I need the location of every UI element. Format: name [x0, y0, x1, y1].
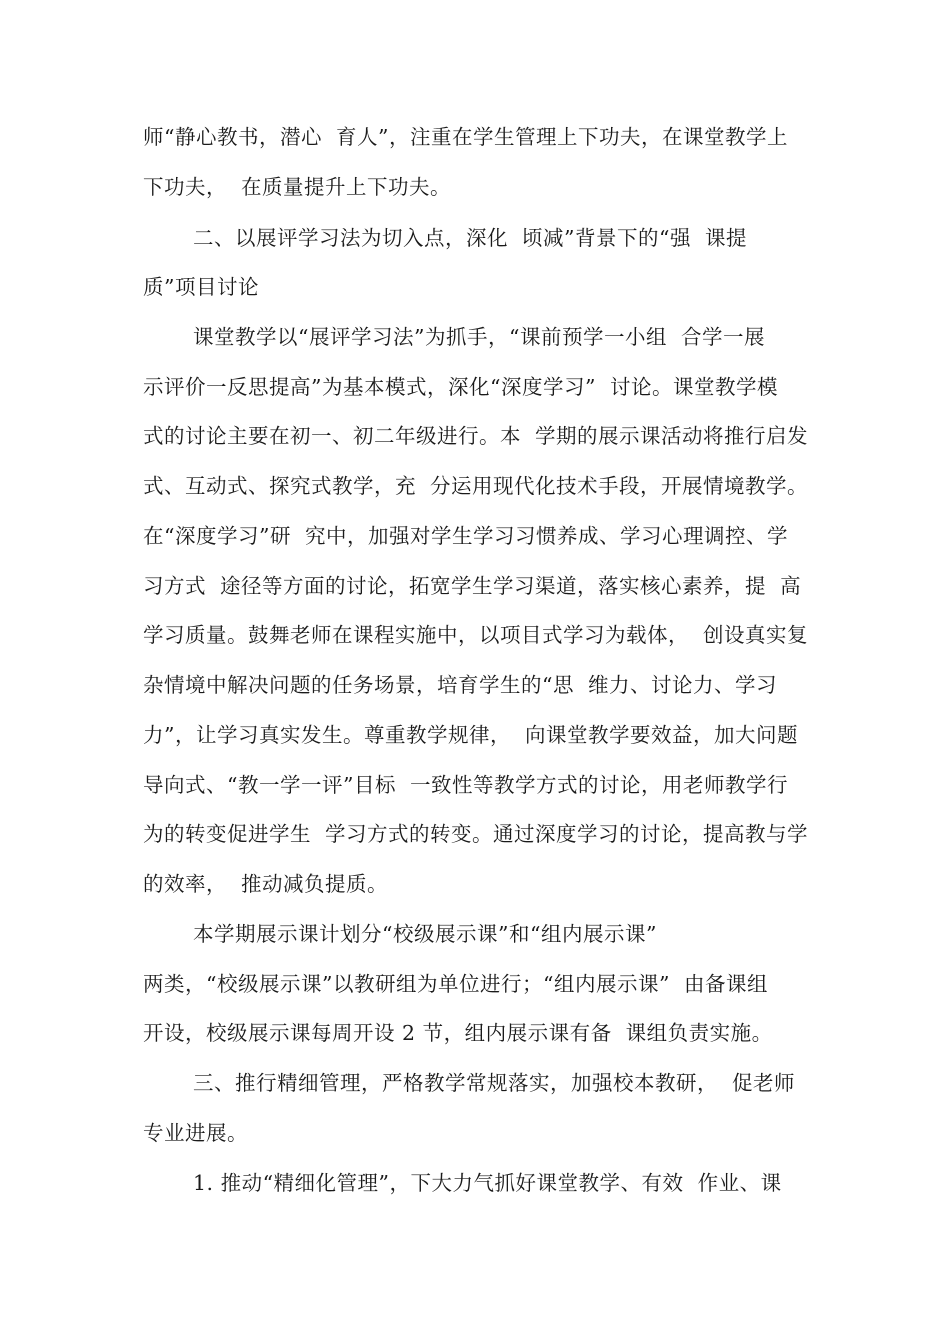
text-line: 力”，让学习真实发生。尊重教学规律， 向课堂教学要效益，加大问题 [143, 723, 799, 747]
section-heading-2-cont: 质”项目讨论 [143, 275, 259, 299]
numbered-item-1: 1. 推动“精细化管理”，下大力气抓好课堂教学、有效 作业、课 [193, 1171, 782, 1195]
text-line: 下功夫， 在质量提升上下功夫。 [143, 175, 452, 199]
text-line: 本学期展示课计划分“校级展示课”和“组内展示课” [193, 922, 657, 946]
text-line: 习方式 途径等方面的讨论，拓宽学生学习渠道，落实核心素养，提 高 [143, 574, 802, 598]
section-heading-3-cont: 专业进展。 [143, 1121, 248, 1145]
text-line: 两类，“校级展示课”以教研组为单位进行；“组内展示课” 由备课组 [143, 972, 768, 996]
text-line: 式的讨论主要在初一、初二年级进行。本 学期的展示课活动将推行启发 [143, 424, 809, 448]
text-line: 开设，校级展示课每周开设 2 节，组内展示课有备 课组负责实施。 [143, 1021, 773, 1045]
text-line: 学习质量。鼓舞老师在课程实施中，以项目式学习为载体， 创设真实复 [143, 623, 809, 647]
text-line: 的效率， 推动减负提质。 [143, 872, 389, 896]
section-heading-2: 二、以展评学习法为切入点，深化 顷减”背景下的“强 课提 [193, 226, 748, 250]
text-line: 为的转变促进学生 学习方式的转变。通过深度学习的讨论，提高教与学 [143, 822, 809, 846]
text-line: 杂情境中解决问题的任务场景，培育学生的“思 维力、讨论力、学习 [143, 673, 778, 697]
section-heading-3: 三、推行精细管理，严格教学常规落实，加强校本教研， 促老师 [193, 1071, 796, 1095]
text-line: 导向式、“教一学一评”目标 一致性等教学方式的讨论，用老师教学行 [143, 773, 788, 797]
text-line: 在“深度学习”研 究中，加强对学生学习习惯养成、学习心理调控、学 [143, 524, 788, 548]
text-line: 式、互动式、探究式教学，充 分运用现代化技术手段，开展情境教学。 [143, 474, 809, 498]
text-line: 师“静心教书，潜心 育人”，注重在学生管理上下功夫，在课堂教学上 [143, 125, 788, 149]
text-line: 课堂教学以“展评学习法”为抓手，“课前预学一小组 合学一展 [193, 325, 765, 349]
text-line: 示评价一反思提高”为基本模式，深化“深度学习” 讨论。课堂教学模 [143, 375, 778, 399]
